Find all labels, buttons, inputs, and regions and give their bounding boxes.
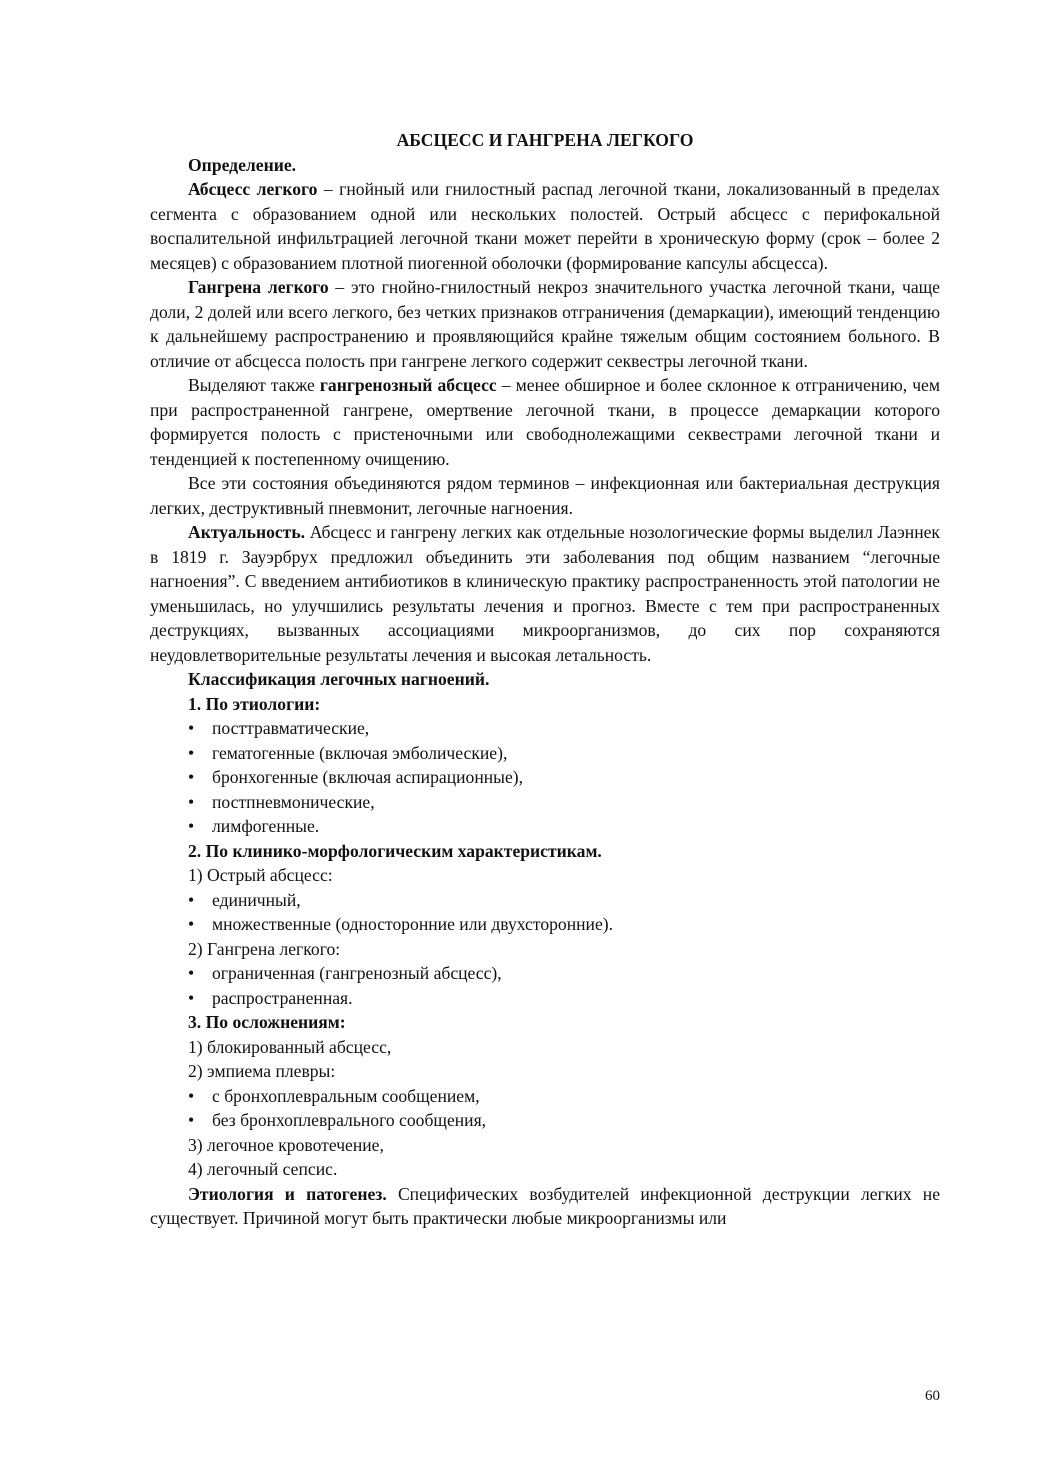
bullet-icon: • (188, 889, 195, 910)
gangrenous-abscess-prefix: Выделяют также (188, 375, 320, 395)
gangrenous-abscess-term: гангренозный абсцесс (319, 375, 497, 395)
bullet-icon: • (188, 914, 195, 934)
bullet-icon: • (188, 742, 195, 763)
list-item (150, 790, 940, 815)
gangrene-label: 2) Гангрена легкого: (188, 938, 341, 959)
list-item-text: единичный, (212, 889, 301, 910)
list-item-text: лимфогенные. (212, 816, 320, 836)
list-item-text: посттравматические, (212, 718, 370, 738)
bullet-icon: • (188, 816, 195, 836)
list-item (150, 741, 940, 766)
gangrene-definition-text: – это гнойно-гнилостный некроз значительного участка легочной ткани, чаще доли, 2 долей или всего легкого, без четких признаков отграничения (демаркации), имеющий тенденцию к дальнейшему распространению и проявляющийся крайне тяжелым общим состоянием больного. В отличие от абсцесса полость при гангрене легкого содержит секвестры легочной ткани. (150, 277, 940, 371)
etiology-heading: 1. По этиологии: (188, 693, 321, 714)
list-item (150, 765, 940, 790)
document-page (150, 128, 940, 1231)
list-item-text: бронхогенные (включая аспирационные), (212, 767, 524, 787)
relevance-text: Абсцесс и гангрену легких как отдельные нозологические формы выделил Лаэннек в 1819 г. Зауэрбрух предложил объединить эти заболевания под общим названием “легочные нагноения”. С введением антибиотиков в клиническую практику распространенность этой патологии не уменьшилась, но улучшились результаты лечения и прогноз. Вместе с тем при распространенных деструкциях, вызванных ассоциациями микроорганизмов, до сих пор сохраняются неудовлетворительные результаты лечения и высокая летальность. (150, 522, 940, 665)
list-item-text: множественные (односторонние или двухсторонние). (212, 914, 614, 934)
gangrenous-abscess-paragraph (150, 373, 940, 471)
list-item (150, 888, 940, 913)
gangrene-definition-paragraph (150, 275, 940, 373)
bullet-icon: • (188, 791, 195, 812)
bullet-icon: • (188, 963, 195, 983)
relevance-term: Актуальность. (188, 522, 306, 542)
pathogenesis-term: Этиология и патогенез. (188, 1183, 387, 1204)
list-item (150, 986, 940, 1011)
list-item (150, 912, 940, 937)
classification-heading: Классификация легочных нагноений. (188, 669, 490, 689)
page-number: 60 (925, 1388, 940, 1404)
pathogenesis-paragraph (150, 1182, 940, 1231)
definition-heading: Определение. (188, 154, 297, 175)
document-title: АБСЦЕСС И ГАНГРЕНА ЛЕГКОГО (396, 130, 694, 150)
complication-item: 1) блокированный абсцесс, (188, 1036, 392, 1057)
abscess-definition-text: – гнойный или гнилостный распад легочной ткани, локализованный в пределах сегмента с образованием одной или нескольких полостей. Острый абсцесс с перифокальной воспалительной инфильтрацией легочной ткани может перейти в хроническую форму (срок – более 2 месяцев) с образованием плотной пиогенной оболочки (формирование капсулы абсцесса). (150, 179, 940, 273)
terms-paragraph: Все эти состояния объединяются рядом терминов – инфекционная или бактериальная деструкция легких, деструктивный пневмонит, легочные нагноения. (150, 473, 940, 518)
list-item (150, 1108, 940, 1133)
bullet-icon: • (188, 718, 195, 738)
complication-item: 4) легочный сепсис. (188, 1159, 338, 1179)
list-item (150, 716, 940, 741)
clinical-heading: 2. По клинико-морфологическим характеристикам. (188, 840, 602, 861)
list-item-text: с бронхоплевральным сообщением, (212, 1085, 480, 1106)
bullet-icon: • (188, 1110, 195, 1130)
complications-heading: 3. По осложнениям: (188, 1012, 346, 1032)
gangrenous-abscess-text: – менее обширное и более склонное к отграничению, чем при распространенной гангрене, омертвение легочной ткани, в процессе демаркации которого формируется полость с пристеночными или свободнолежащими секвестрами легочной ткани и тенденцией к постепенному очищению. (150, 375, 940, 469)
bullet-icon: • (188, 987, 195, 1008)
list-item (150, 814, 940, 839)
abscess-definition-paragraph (150, 177, 940, 275)
bullet-icon: • (188, 1085, 195, 1106)
list-item (150, 1084, 940, 1109)
list-item-text: ограниченная (гангренозный абсцесс), (212, 963, 502, 983)
acute-abscess-label: 1) Острый абсцесс: (188, 865, 333, 885)
list-item-text: без бронхоплеврального сообщения, (212, 1110, 487, 1130)
list-item-text: постпневмонические, (212, 791, 375, 812)
complication-item: 3) легочное кровотечение, (188, 1134, 384, 1155)
relevance-paragraph (150, 520, 940, 667)
list-item-text: гематогенные (включая эмболические), (212, 742, 508, 763)
bullet-icon: • (188, 767, 195, 787)
gangrene-term: Гангрена легкого (188, 277, 329, 297)
pathogenesis-text: Специфических возбудителей инфекционной деструкции легких не существует. Причиной могут быть практически любые микроорганизмы или (150, 1183, 940, 1228)
list-item (150, 961, 940, 986)
complication-item: 2) эмпиема плевры: (188, 1061, 336, 1081)
abscess-term: Абсцесс легкого (188, 179, 318, 199)
list-item-text: распространенная. (212, 987, 353, 1008)
